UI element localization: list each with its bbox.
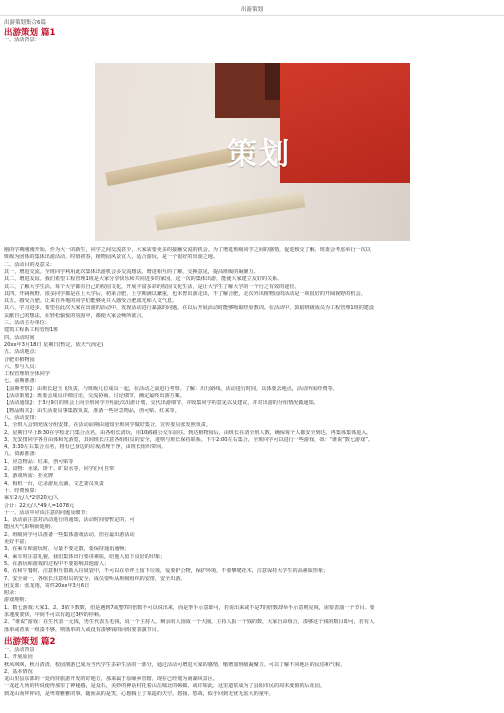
- text-line: 落单或者某一组凑不够，则落单的人或没有凑够钱的同组要表演节目。: [4, 626, 162, 633]
- text-line: 其五，感受合肥。让来自外地的同学们能够更并入感受合肥浓光和人文气息。: [4, 298, 178, 305]
- text-line: 四、活动时间: [4, 334, 35, 341]
- text-line: 20xx年3月18日 星期日(暂定，依天气而定): [4, 341, 104, 348]
- text-line: 2、基本情况: [4, 668, 33, 675]
- section-heading-1: 出游策划 篇1: [4, 28, 56, 38]
- text-line: 2、星期日早上8:30在学校北门集合点名，由各组长清玩，用10路路公交车前往。到达植物园后，由班长在清全班人数，确保每个人都安全到达，再集体集体进入。: [4, 429, 372, 436]
- text-line: 4、3:30左右集合点名，将有已身边的垃圾清理干净，由班长组织带回。: [4, 444, 167, 451]
- text-line: 【活动通知】：于3月9日的班会上向全班同学介绍此次出游计划，交代出游细节，并收集同学的意见以及建议，并对出游的分组情况做通知。: [4, 400, 319, 407]
- text-line: 一、活动背景: [4, 646, 35, 653]
- hero-image-text: 策划: [227, 137, 291, 172]
- text-line: 一、活动背景：: [4, 37, 40, 43]
- text-line: 2、班级同学可以准备一些集体游戏活动，但在最出游活动: [4, 531, 135, 538]
- text-line: 附录：: [4, 590, 20, 597]
- text-line: 到龙山而拜仲词，是卑尊雅雅的事。随而从的是笑，心想腾上了某遥的天空。悠扬、悠哉，似乎回到无忧无虑大的童年。: [4, 690, 274, 697]
- text-line: 建筑工程系工程管理1班: [4, 327, 59, 334]
- text-line: 其四，开阔视野。很多同学都是在上大学后，初来合肥，上学期满以繁重，也未曾出游走出，不了解合肥，走次外出植物园的活动是一项很好的开阔视野的机会。: [4, 290, 366, 297]
- text-line: 1、数七游戏:大家1、2、3依下数数，但是遇到7或整7的倍数不可以说出来，而是季手示意即可，若说出来或不是7的倍数却举手示意则见境，需要表演一个节目。要: [4, 604, 375, 611]
- text-line: 其三，了解大学生活。每个大学都有自己的校园文化，开展丰富多彩的校园文化生活，是让大学生了解大学的一个行之有效的途径。: [4, 283, 300, 290]
- text-line: 一龙赶九角的传说使得那里了神秘感，是众石，美妙的神话村托着山岳城北的顿媚，或许如此，这里道常成为了县阳市民的周末度假的后花园。: [4, 683, 325, 690]
- text-line: 七、前期准备：: [4, 378, 40, 385]
- text-line: 5、在游玩和游戏的过程中不要影响其他游人；: [4, 560, 110, 567]
- text-line: 1、全班人会到充成分组安排，在活动前期由通知全班同学做好集合，宣传委员张发照负责。: [4, 422, 211, 429]
- text-line: 其二，增进友谊。我们希望工程管理1班是大家分享快乐和共同进步的家园，这一次的集体出游，能使大家建立友好的关系。: [4, 276, 283, 283]
- header-divider: [0, 15, 504, 16]
- document-subtitle: 出游策划集合6篇: [4, 20, 46, 26]
- text-line: 7、安全第一，各组长注意组员的安全，成员要听从班级组织的安排，安全出游。: [4, 575, 186, 582]
- text-line: 求速度要快，中间不可以有超过3秒的停顿。: [4, 612, 105, 618]
- document-title: 出游策划: [240, 7, 263, 13]
- text-line: 班级为团体的集体出游活动，时值初春，植物园风景宜人，适合游玩，是一个很好的出游之地。: [4, 254, 218, 261]
- text-line: 贡献自己的想法，在轻松愉悦的氛围中，都使大家会畅所欲言。: [4, 312, 147, 319]
- text-line: 2、“谁说”游戏：在生代表一元钱，男生代表五毛钱，说一个主持人，剩余的人围成一个大圈，主持人报一个钱的数，大家自由组合，凑够这个钱的数目即可，若有人: [4, 619, 375, 626]
- text-line: 团支部：张龙雨，寄件20xx年3月6日: [4, 582, 90, 589]
- text-line: 4、相机一台，记录游玩点滴，文艺委员负责: [4, 480, 105, 487]
- text-line: 其六，学习进步。希望在此次大家在出游的活动中，发现活动进行暴露的问题，在以后开展活动时能够吸取经验教训。在活动中，鼓励班级成员为工程管理1班的建设: [4, 305, 374, 312]
- text-line: 1、活动前注意对活动进行的通知，活动时间要暂定的，可: [4, 517, 135, 524]
- text-line: 【活动策划】：班委会成员详细讨论，交流协商，讨论细节，确定最终出游方案。: [4, 393, 185, 399]
- text-line: 4、乘车时注意礼貌，我们集体出行要讲素质，给他人留下良好的印象；: [4, 553, 166, 560]
- text-line: 【前期考察】：由班长赵玉飞负责，与班级几位成员一起，在活动之前进行考察。了解：出行路线，活动进行时间，具体要去地点，活动所需经费等。: [4, 385, 338, 392]
- text-line: 工程管理班全体同学: [4, 371, 50, 378]
- text-line: 3、游戏所需：扑克牌: [4, 473, 54, 480]
- text-line: 五、活动地点：: [4, 349, 40, 356]
- text-line: 能因天气影响而延期；: [4, 524, 55, 531]
- text-line: 刚的学期刚刚开始，作为大一的新生，同学之间交流甚少，大家需要更多的接触交流的机会。为了增进班级同学之间的感情，促进核交了解，班委会考虑举行一次以: [4, 247, 371, 253]
- text-line: 二、活动目的及意义：: [4, 261, 55, 268]
- section-heading-2: 出游策划 篇2: [4, 636, 56, 647]
- text-line: 龙山里县东部的一处尚待旅游开发的好地方，那来属于原颐乡管辖，现在已经划为南湖风景区。: [4, 676, 218, 683]
- text-line: 3、在乘车和游玩时，尽量不要走散，要保持通讯通畅；: [4, 546, 130, 553]
- text-line: 【物品购买】：由生活委员事集散负责，准备一些应急物品，创可贴，红来等。: [4, 407, 180, 414]
- text-line: 乘车2元/人*2票20元/人: [4, 495, 59, 502]
- text-line: 八、活动安排：: [4, 414, 40, 421]
- text-line: 6、在和午餐时，注意相互借助入垃圾袋中，不可以在草坪上留下垃圾，爱要护公物，保护环境，不要攀爬花木，注意保持大学生的高素质形象；: [4, 568, 329, 575]
- text-line: 3、先安排同学各自由体和光游览，其间班长注意各组组员的安全，进则与班长保持联系。下午2:00左右集合，全班同学可以进行一些游戏，如：“谁说”数七游戏”。: [4, 436, 373, 443]
- text-line: 1、开展原因: [4, 654, 33, 661]
- hero-image: [95, 63, 410, 241]
- text-line: 2、食物：水果、饼干、矿泉水等，同学们可自带: [4, 466, 115, 472]
- text-line: 九、资源准备：: [4, 451, 40, 458]
- text-line: 三、活动主办单位：: [4, 320, 50, 326]
- text-line: 游戏规则：: [4, 597, 30, 604]
- text-line: 其一，增进交流。全班同学利用此次集体出游机会多交流想法，增进相互的了解，交换意见，提高班级的凝聚力。: [4, 268, 259, 275]
- text-line: 合计：22元/人*49人=1078元: [4, 502, 75, 509]
- text-line: 秋风飒飒，秋月清清，校园朋游已成为当代学生多彩生活的一部分，通过活动可增进大家的感情，缩增加班级凝聚力。可以了解不同地区的民俗和气候。: [4, 661, 346, 668]
- text-line: 十、经费预算：: [4, 487, 40, 494]
- text-line: 1、应急物品：红来，创可贴等: [4, 458, 74, 465]
- text-line: 六、参与人员：: [4, 363, 40, 370]
- text-line: 合肥市植物园: [4, 356, 35, 363]
- text-line: 更好丰富；: [4, 539, 30, 545]
- text-line: 十一、活动中应该注意的问题及细节：: [4, 509, 91, 516]
